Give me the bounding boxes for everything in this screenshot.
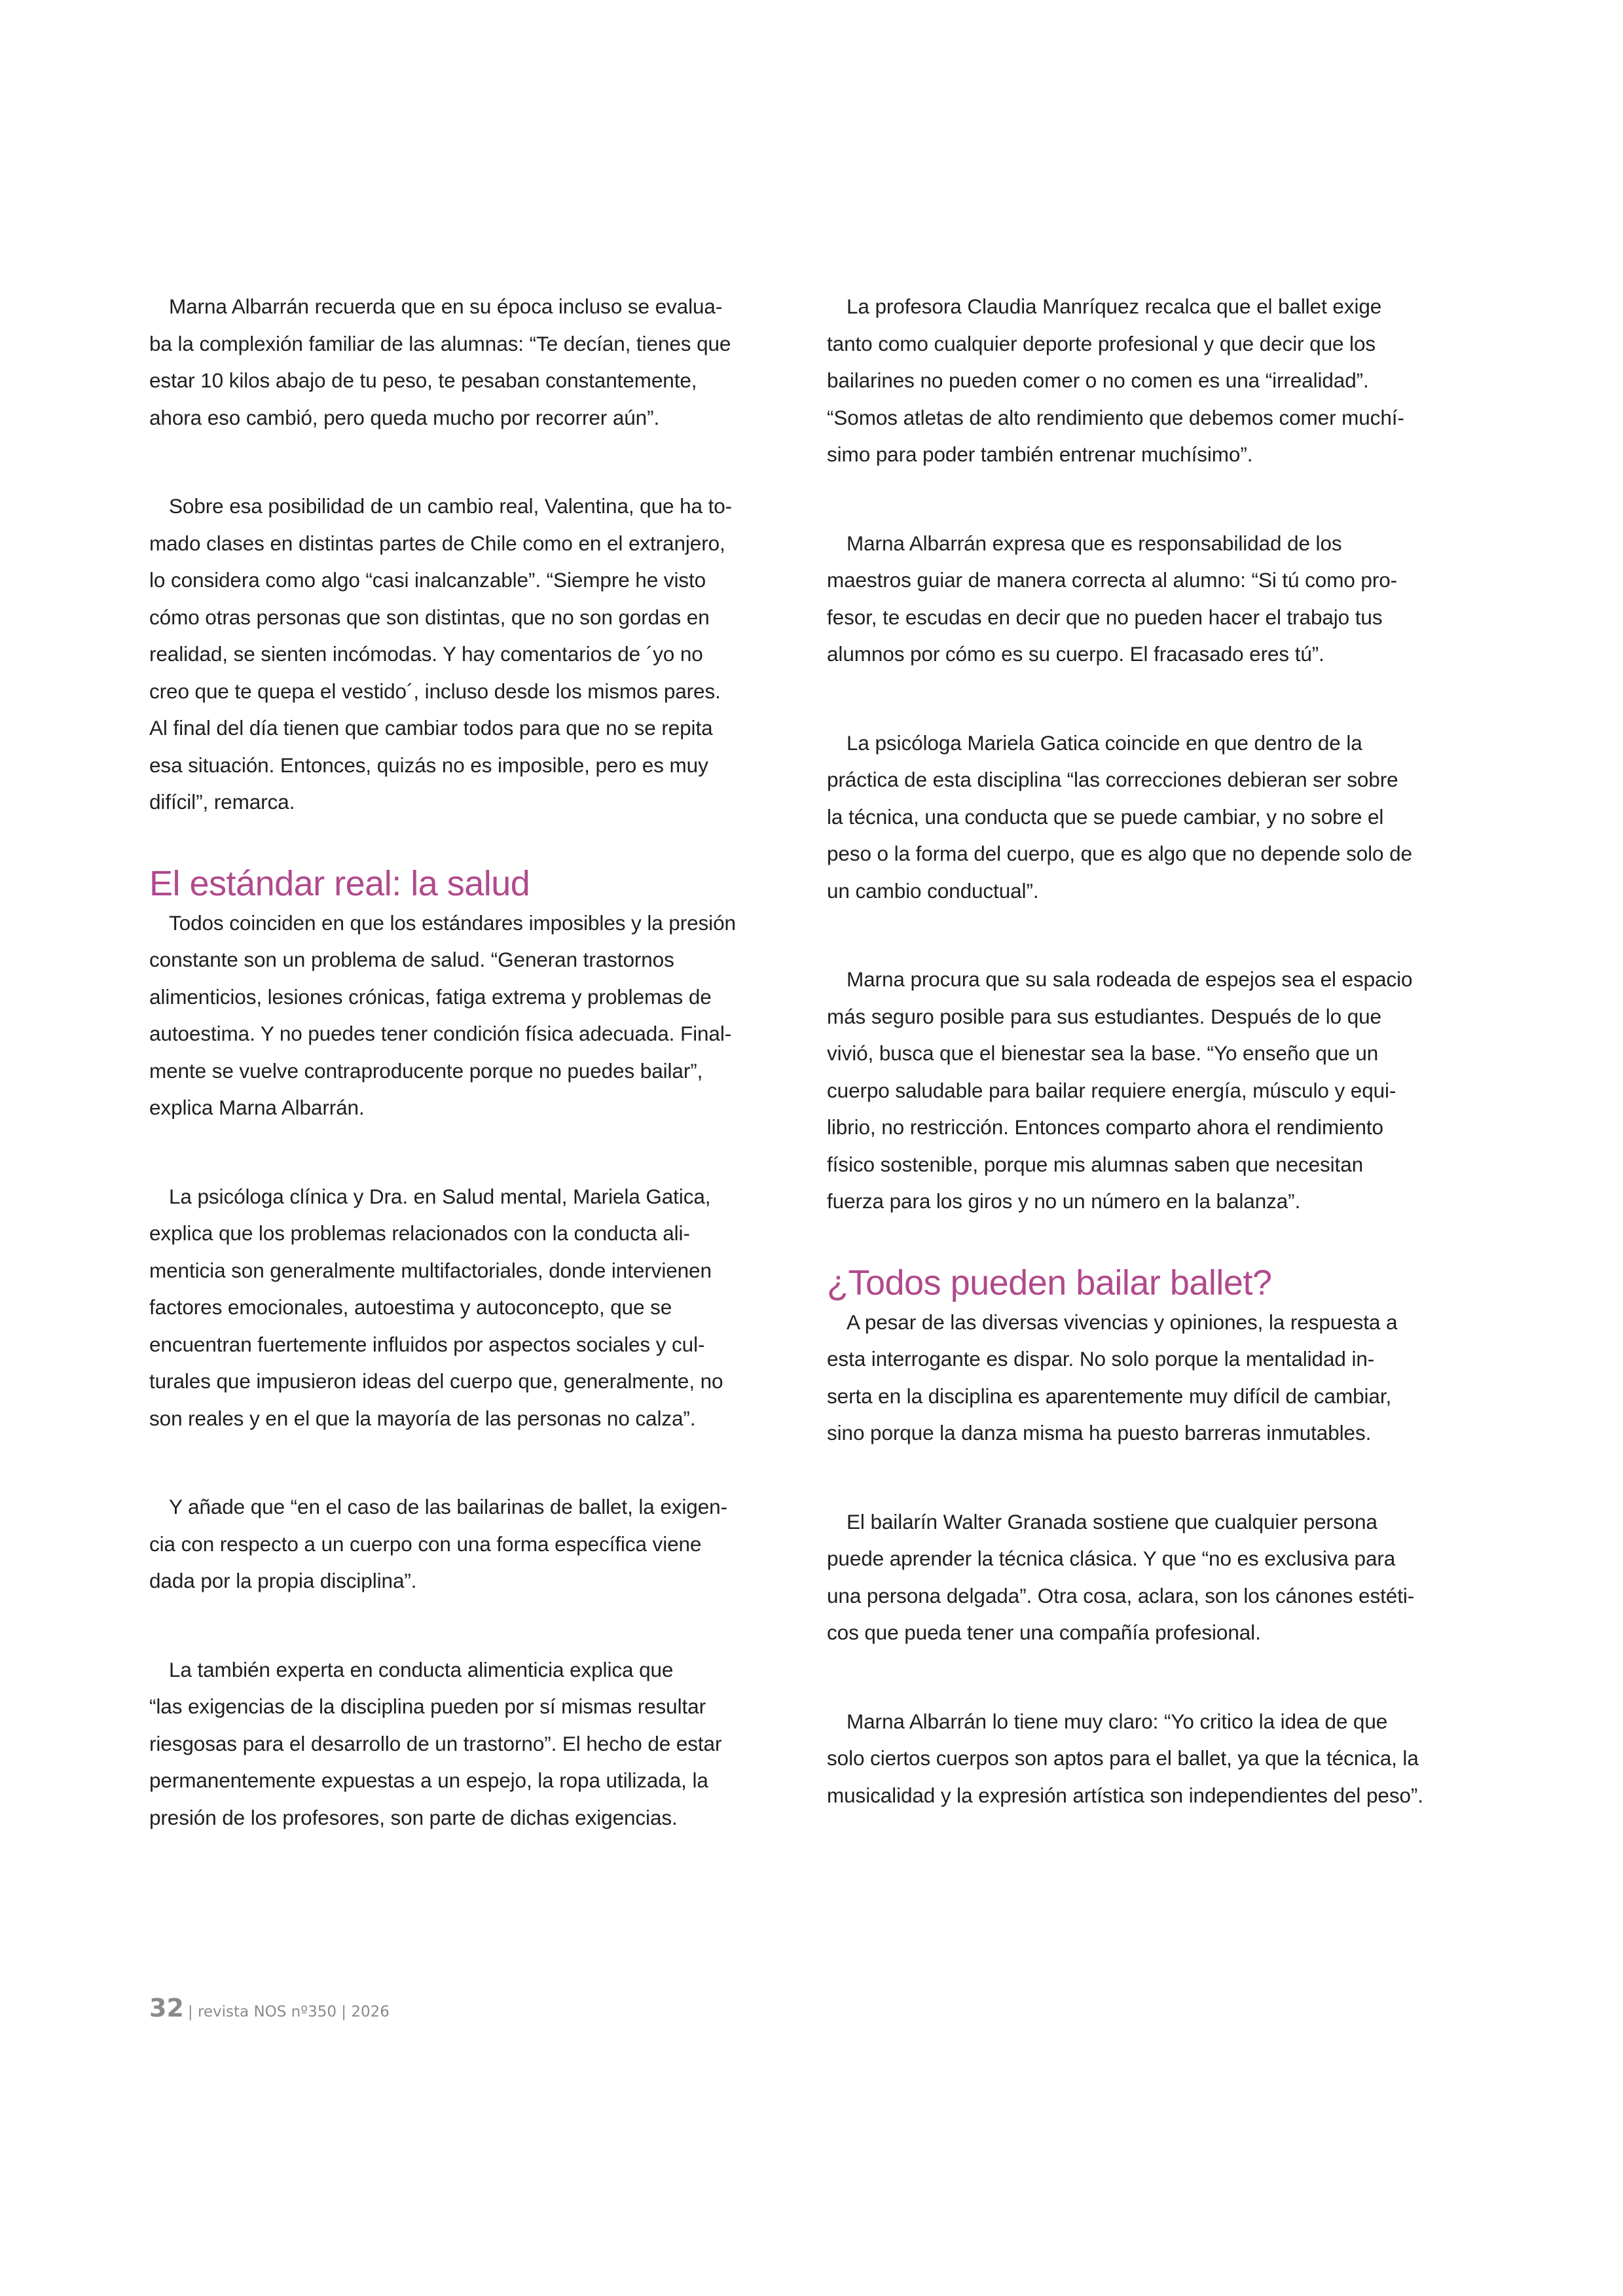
footer-publication: | revista NOS nº350 | 2026 (187, 2003, 390, 2020)
spacer (149, 821, 781, 863)
paragraph-right-2: Marna Albarrán expresa que es responsabilidad de los maestros guiar de manera correcta al alumno: “Si tú como pro- fesor, te escudas en decir que no pueden hacer el trabajo tus alumnos por cómo es su cuerpo. El fracasado eres tú”. (827, 531, 1398, 666)
spacer (149, 436, 781, 488)
section-heading-todos-pueden: ¿Todos pueden bailar ballet? (827, 1263, 1272, 1302)
page-number: 32 (149, 1994, 184, 2022)
paragraph-left-3: Todos coinciden en que los estándares imposibles y la presión constante son un problema de salud. “Generan trastornos alimenticios, lesiones crónicas, fatiga extrema y problemas de autoestima. Y no puedes tener condición física adecuada. Final- mente se vuelve contraproducente porque no puedes bailar”, explica Marna Albarrán. (149, 910, 736, 1119)
spacer (149, 1600, 781, 1651)
spacer (827, 1651, 1468, 1703)
page-footer (149, 1994, 390, 2022)
paragraph-left-6: La también experta en conducta alimenticia explica que “las exigencias de la disciplina pueden por sí mismas resultar riesgosas para el desarrollo de un trastorno”. El hecho de estar permanentemente expuestas a un espejo, la ropa utilizada, la presión de los profesores, son parte de dichas exigencias. (149, 1657, 722, 1829)
spacer (827, 909, 1468, 961)
paragraph-right-5: A pesar de las diversas vivencias y opiniones, la respuesta a esta interrogante es dispar. No solo porque la mentalidad in- serta en la disciplina es aparentemente muy difícil de cambiar, sino porque la danza misma ha puesto barreras inmutables. (827, 1310, 1398, 1444)
paragraph-left-5: Y añade que “en el caso de las bailarinas de ballet, la exigen- cia con respecto a un cuerpo con una forma específica viene dada por la propia disciplina”. (149, 1495, 727, 1592)
section-heading-salud: El estándar real: la salud (149, 863, 530, 903)
paragraph-right-4: Marna procura que su sala rodeada de espejos sea el espacio más seguro posible para sus estudiantes. Después de lo que vivió, busca que el bienestar sea la base. “Yo enseño que un cuerpo saludable para bailar requiere energía, músculo y equi- librio, no restricción. Entonces comparto ahora el rendimiento físico sostenible, porque mis alumnas saben que necesitan fuerza para los giros y no un número en la balanza”. (827, 967, 1413, 1213)
paragraph-left-1: Marna Albarrán recuerda que en su época incluso se evalua- ba la complexión familiar de las alumnas: “Te decían, tienes que estar 10 kilos abajo de tu peso, te pesaban constantemente, ahora eso cambió, pero queda mucho por recorrer aún”. (149, 295, 731, 429)
spacer (149, 1126, 781, 1178)
paragraph-right-3: La psicóloga Mariela Gatica coincide en que dentro de la práctica de esta disciplina “las correcciones debieran ser sobre la técnica, una conducta que se puede cambiar, y no sobre el peso o la forma del cuerpo, que es algo que no depende solo de un cambio conductual”. (827, 730, 1412, 903)
spacer (827, 473, 1468, 525)
spacer (827, 1220, 1468, 1262)
spacer (827, 1452, 1468, 1503)
paragraph-right-6: El bailarín Walter Granada sostiene que cualquier persona puede aprender la técnica clásica. Y que “no es exclusiva para una persona delgada”. Otra cosa, aclara, son los cánones estéti- cos que pueda tener una compañía profesional. (827, 1509, 1415, 1644)
right-column (827, 288, 1468, 1814)
spacer (149, 1437, 781, 1488)
paragraph-left-4: La psicóloga clínica y Dra. en Salud mental, Mariela Gatica, explica que los problemas relacionados con la conducta ali- menticia son generalmente multifactoriales, donde intervienen factores emocionales, autoestima y autoconcepto, que se encuentran fuertemente influidos por aspectos sociales y cul- turales que impusieron ideas del cuerpo que, generalmente, no son reales y en el que la mayoría de las personas no calza”. (149, 1184, 723, 1430)
paragraph-left-2: Sobre esa posibilidad de un cambio real, Valentina, que ha to- mado clases en distintas partes de Chile como en el extranjero, lo considera como algo “casi inalcanzable”. “Siempre he visto cómo otras personas que son distintas, que no son gordas en realidad, se sienten incómodas. Y hay comentarios de ´yo no creo que te quepa el vestido´, incluso desde los mismos pares. Al final del día tienen que cambiar todos para que no se repita esa situación. Entonces, quizás no es imposible, pero es muy difícil”, remarca. (149, 494, 733, 814)
spacer (827, 673, 1468, 725)
paragraph-right-7: Marna Albarrán lo tiene muy claro: “Yo critico la idea de que solo ciertos cuerpos son aptos para el ballet, ya que la técnica, la musicalidad y la expresión artística son independientes del peso”. (827, 1709, 1423, 1807)
left-column (149, 288, 781, 1836)
paragraph-right-1: La profesora Claudia Manríquez recalca que el ballet exige tanto como cualquier deporte profesional y que decir que los bailarines no pueden comer o no comen es una “irrealidad”. “Somos atletas de alto rendimiento que debemos comer muchí- simo para poder también entrenar muchísimo”. (827, 295, 1404, 466)
